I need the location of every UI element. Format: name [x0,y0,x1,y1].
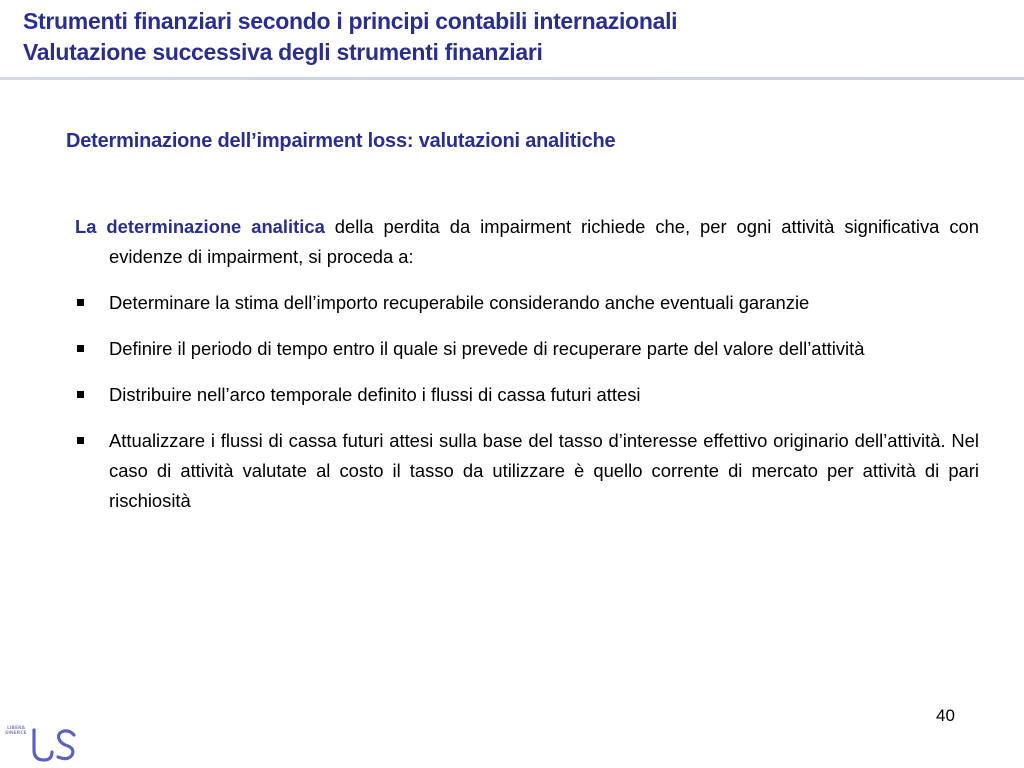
slide-body [75,212,979,532]
bullet-text: Attualizzare i flussi di cassa futuri attesi sulla base del tasso d’interesse effettivo originario dell’attività. Nel caso di attività valutate al costo il tasso da utilizzare è quello corrente di mercato per attività di pari rischiosità [109,430,979,511]
bullet-item [75,380,979,410]
logo-caption-top: LIBERA [7,726,25,731]
section-heading: Determinazione dell’impairment loss: valutazioni analitiche [66,130,616,152]
bullet-item [75,288,979,318]
slide-title-line-1: Strumenti finanziari secondo i principi contabili internazionali [23,8,678,34]
bullet-text: Definire il periodo di tempo entro il quale si prevede di recuperare parte del valore dell’attività [109,338,865,359]
intro-text: della perdita da impairment richiede che, per ogni attività significativa con evidenze di impairment, si proceda a: [109,216,979,267]
page-number: 40 [936,706,955,725]
slide-title-line-2: Valutazione successiva degli strumenti finanziari [23,39,543,65]
square-bullet-icon [77,391,84,398]
logo-caption-bottom: SINERCE [5,731,27,736]
bullet-item [75,334,979,364]
square-bullet-icon [77,437,84,444]
bullet-text: Distribuire nell’arco temporale definito i flussi di cassa futuri attesi [109,384,641,405]
intro-paragraph [75,212,979,272]
square-bullet-icon [77,345,84,352]
university-logo-icon [4,722,84,764]
bullet-list [75,288,979,516]
bullet-text: Determinare la stima dell’importo recuperabile considerando anche eventuali garanzie [109,292,810,313]
intro-highlight: La determinazione analitica [75,216,325,237]
header-divider [0,77,1024,80]
bullet-item [75,426,979,516]
slide-title [23,6,677,68]
square-bullet-icon [77,299,84,306]
